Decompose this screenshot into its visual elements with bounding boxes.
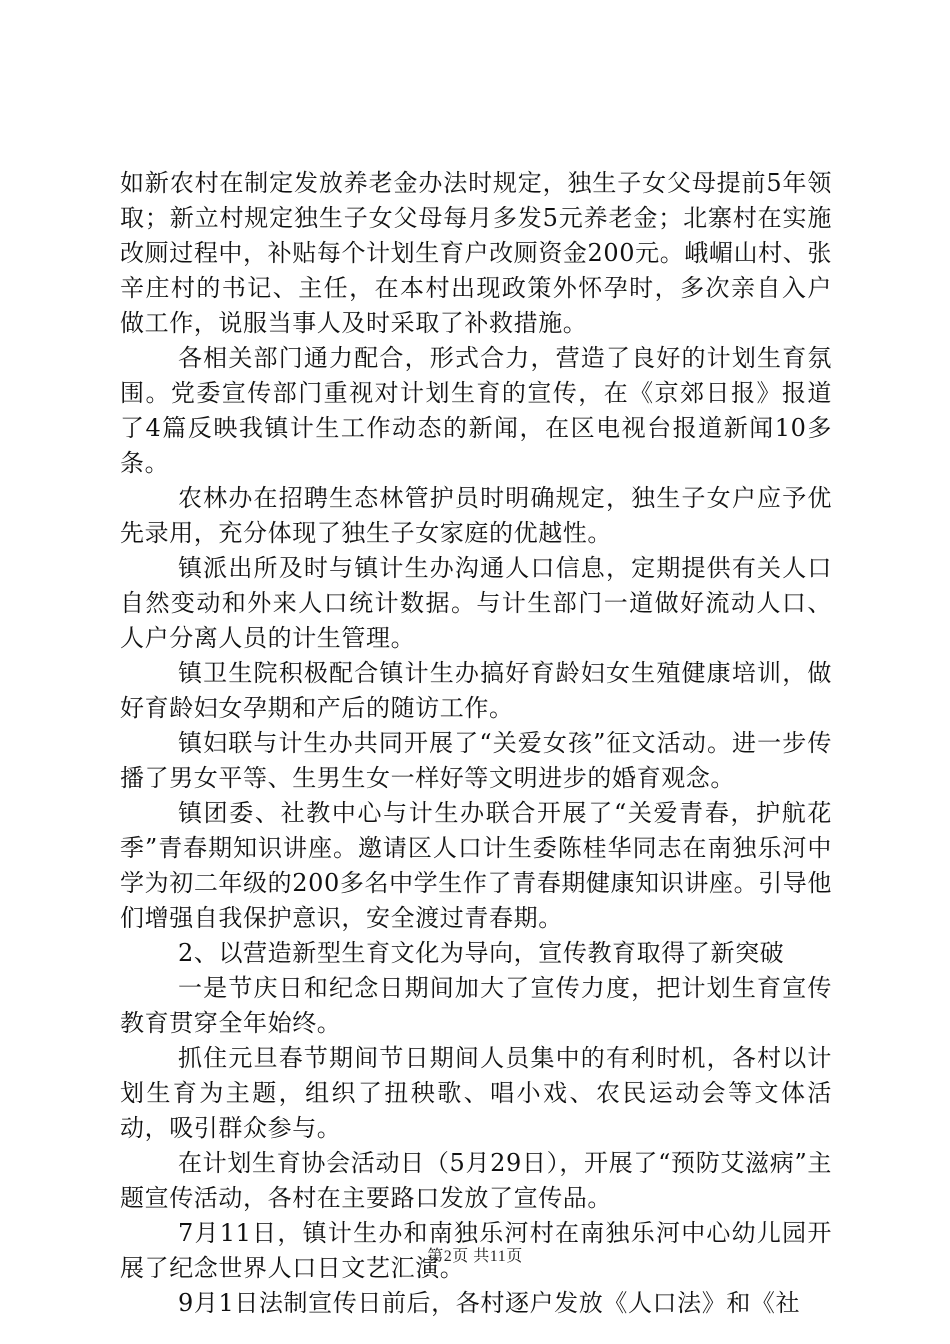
page-number-footer: 第2页 共11页 xyxy=(427,1248,523,1265)
paragraph: 镇妇联与计生办共同开展了“关爱女孩”征文活动。进一步传播了男女平等、生男生女一样好等文明进步的婚育观念。 xyxy=(120,729,832,792)
paragraph: 9月1日法制宣传日前后，各村逐户发放《人口法》和《社 xyxy=(178,1289,801,1317)
paragraph: 7月11日，镇计生办和南独乐河村在南独乐河中心幼儿园开展了纪念世界人口日文艺汇演。 xyxy=(120,1219,832,1282)
paragraph: 镇卫生院积极配合镇计生办搞好育龄妇女生殖健康培训，做好育龄妇女孕期和产后的随访工作。 xyxy=(120,659,832,722)
paragraph: 镇派出所及时与镇计生办沟通人口信息，定期提供有关人口自然变动和外来人口统计数据。与计生部门一道做好流动人口、人户分离人员的计生管理。 xyxy=(120,554,832,652)
paragraph: 农林办在招聘生态林管护员时明确规定，独生子女户应予优先录用，充分体现了独生子女家庭的优越性。 xyxy=(120,484,832,547)
section-heading: 2、以营造新型生育文化为导向，宣传教育取得了新突破 xyxy=(178,939,785,967)
paragraph: 各相关部门通力配合，形式合力，营造了良好的计划生育氛围。党委宣传部门重视对计划生育的宣传，在《京郊日报》报道了4篇反映我镇计生工作动态的新闻，在区电视台报道新闻10多条。 xyxy=(120,344,832,477)
paragraph: 一是节庆日和纪念日期间加大了宣传力度，把计划生育宣传教育贯穿全年始终。 xyxy=(120,974,832,1037)
paragraph: 镇团委、社教中心与计生办联合开展了“关爱青春，护航花季”青春期知识讲座。邀请区人口计生委陈桂华同志在南独乐河中学为初二年级的200多名中学生作了青春期健康知识讲座。引导他们增强自我保护意识，安全渡过青春期。 xyxy=(120,799,832,932)
document-body xyxy=(120,166,832,1321)
paragraph: 在计划生育协会活动日（5月29日），开展了“预防艾滋病”主题宣传活动，各村在主要路口发放了宣传品。 xyxy=(120,1149,832,1212)
paragraph: 抓住元旦春节期间节日期间人员集中的有利时机，各村以计划生育为主题，组织了扭秧歌、唱小戏、农民运动会等文体活动，吸引群众参与。 xyxy=(120,1044,832,1142)
paragraph: 如新农村在制定发放养老金办法时规定，独生子女父母提前5年领取；新立村规定独生子女父母每月多发5元养老金；北寨村在实施改厕过程中，补贴每个计划生育户改厕资金200元。峨嵋山村、张辛庄村的书记、主任，在本村出现政策外怀孕时，多次亲自入户做工作，说服当事人及时采取了补救措施。 xyxy=(120,169,832,337)
